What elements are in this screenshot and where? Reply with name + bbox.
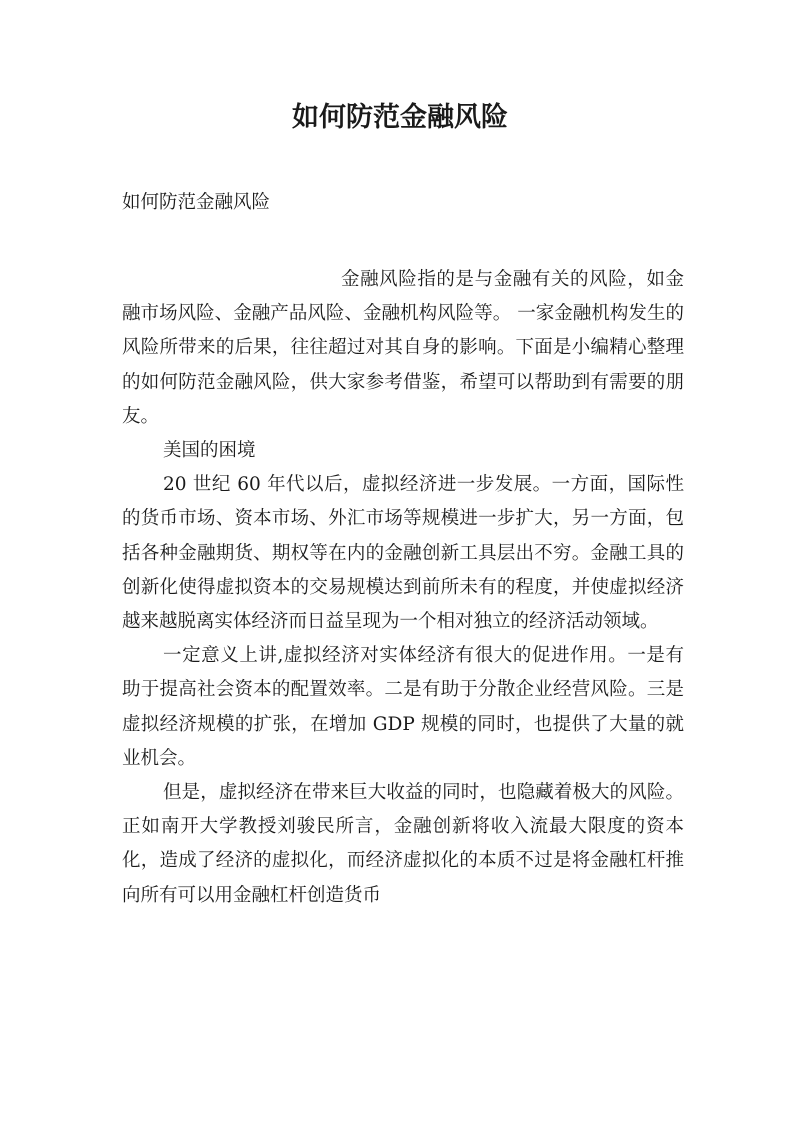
section-heading: 美国的困境 <box>163 440 256 462</box>
document-title: 如何防范金融风险 <box>292 102 508 133</box>
intro-paragraph: 金融风险指的是与金融有关的风险，如金融市场风险、金融产品风险、金融机构风险等。 一家金融机构发生的风险所带来的后果，往往超过对其自身的影响。下面是小编精心整理的如何防范金融风险，供大家参考借鉴，希望可以帮助到有需要的朋友。 <box>122 269 684 427</box>
document-subtitle: 如何防范金融风险 <box>122 192 271 213</box>
document-body <box>122 263 684 913</box>
body-paragraph: 一定意义上讲,虚拟经济对实体经济有很大的促进作用。一是有助于提高社会资本的配置效率。二是有助于分散企业经营风险。三是虚拟经济规模的扩张，在增加 GDP 规模的同时，也提供了大量的就业机会。 <box>122 645 684 769</box>
body-paragraph: 但是，虚拟经济在带来巨大收益的同时，也隐藏着极大的风险。正如南开大学教授刘骏民所言，金融创新将收入流最大限度的资本化，造成了经济的虚拟化，而经济虚拟化的本质不过是将金融杠杆推向所有可以用金融杠杆创造货币 <box>122 782 684 906</box>
body-paragraph: 20 世纪 60 年代以后，虚拟经济进一步发展。一方面，国际性的货币市场、资本市场、外汇市场等规模进一步扩大，另一方面，包括各种金融期货、期权等在内的金融创新工具层出不穷。金融工具的创新化使得虚拟资本的交易规模达到前所未有的程度，并使虚拟经济越来越脱离实体经济而日益呈现为一个相对独立的经济活动领域。 <box>122 474 684 633</box>
